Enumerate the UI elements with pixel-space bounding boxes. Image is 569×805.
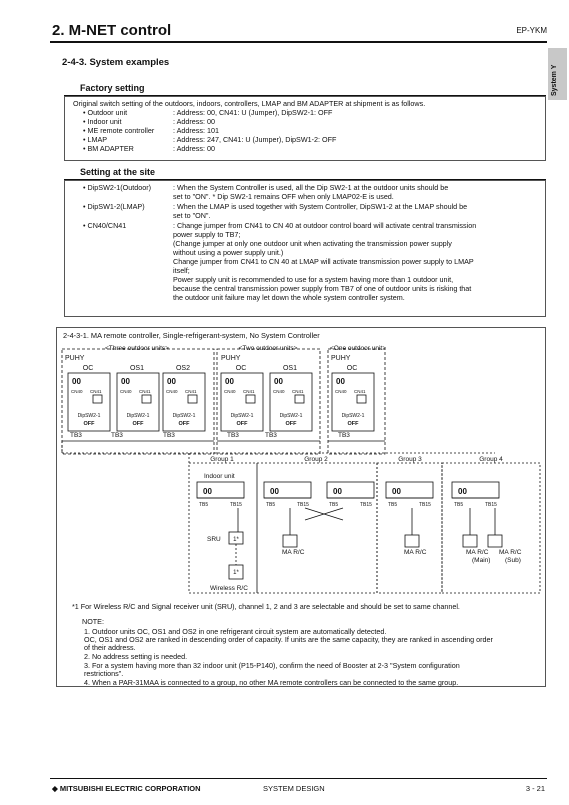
- outdoor-unit-name: OC: [235, 365, 247, 372]
- tb15-label: TB15: [419, 502, 431, 508]
- site-line: (Change jumper at only one outdoor unit when activating the transmission power supply: [173, 239, 452, 248]
- factory-intro: Original switch setting of the outdoors, indoors, controllers, LMAP and BM ADAPTER at shipment is as follows.: [73, 99, 426, 108]
- outdoor-address: 00: [274, 377, 283, 386]
- cn41-label: CN41: [243, 389, 255, 394]
- dipsw-label: DipSW2-1: [341, 413, 365, 419]
- site-line: set to "ON". * Dip SW2-1 remains OFF when only LMAP02-E is used.: [173, 192, 394, 201]
- outdoor-unit-name: OC: [346, 365, 358, 372]
- sru-star: 1*: [233, 537, 239, 543]
- factory-name: • Indoor unit: [83, 117, 122, 126]
- site-line: Change jumper from CN41 to CN 40 at LMAP will activate transmission power supply to LMAP: [173, 257, 474, 266]
- sru-label: SRU: [207, 536, 221, 543]
- dipsw-off: OFF: [285, 421, 297, 427]
- dipsw-off: OFF: [347, 421, 359, 427]
- indoor-address: 00: [458, 487, 467, 496]
- puhy-label: PUHY: [331, 355, 351, 362]
- site-line: without using a power supply unit.): [173, 248, 284, 257]
- marc-main-box: [463, 535, 477, 547]
- factory-value: : Address: 00: [173, 144, 215, 153]
- side-tab-label: System Y: [551, 64, 558, 96]
- tb5-label: TB5: [266, 502, 276, 508]
- footer-rule: [50, 778, 547, 779]
- dipsw-label: DipSW2-1: [230, 413, 254, 419]
- outdoor-unit-name: OS1: [129, 365, 145, 372]
- tb5-label: TB5: [388, 502, 398, 508]
- outdoor-group-label: <Three outdoor units>: [105, 345, 169, 352]
- tb5-label: TB5: [199, 502, 209, 508]
- outdoor-unit-name: OS1: [282, 365, 298, 372]
- site-line: : Change jumper from CN41 to CN 40 at outdoor control board will activate central transmission: [173, 221, 477, 230]
- wireless-label: Wireless R/C: [210, 585, 248, 592]
- site-line: : When the LMAP is used together with System Controller, DipSW1-2 at the LMAP should be: [173, 202, 468, 211]
- factory-name: • Outdoor unit: [83, 108, 128, 117]
- footer-center: SYSTEM DESIGN: [263, 784, 325, 793]
- site-line: itself;: [173, 266, 190, 275]
- tb3-label: TB3: [265, 432, 277, 439]
- outdoor-address: 00: [167, 377, 176, 386]
- jumper-connector: [93, 395, 102, 403]
- indoor-address: 00: [203, 487, 212, 496]
- note-line: of their address.: [84, 643, 136, 652]
- cn40-label: CN40: [71, 389, 83, 394]
- tb5-label: TB5: [329, 502, 339, 508]
- cn40-label: CN40: [335, 389, 347, 394]
- indoor-group-3: [377, 463, 442, 593]
- cn40-label: CN40: [120, 389, 132, 394]
- site-line: set to "ON".: [173, 211, 211, 220]
- marc-sub-label: MA R/C: [499, 549, 522, 556]
- indoor-group-1: [189, 463, 257, 593]
- outdoor-address: 00: [121, 377, 130, 386]
- tb15-label: TB15: [360, 502, 372, 508]
- outdoor-address: 00: [225, 377, 234, 386]
- site-name: • DipSW2-1(Outdoor): [83, 183, 152, 192]
- wireless-star: 1*: [233, 570, 239, 576]
- dipsw-label: DipSW2-1: [172, 413, 196, 419]
- site-name: • CN40/CN41: [83, 221, 127, 230]
- marc-box: [283, 535, 297, 547]
- indoor-address: 00: [392, 487, 401, 496]
- jumper-connector: [357, 395, 366, 403]
- marc-sub-sub: (Sub): [505, 557, 521, 564]
- group-label: Group 2: [304, 456, 328, 463]
- site-line: : When the System Controller is used, all the Dip SW2-1 at the outdoor units should be: [173, 183, 449, 192]
- tb5-label: TB5: [454, 502, 464, 508]
- figure-caption: 2-4-3-1. MA remote controller, Single-refrigerant-system, No System Controller: [63, 331, 320, 340]
- jumper-connector: [246, 395, 255, 403]
- factory-name: • LMAP: [83, 135, 108, 144]
- indoor-address: 00: [333, 487, 342, 496]
- page-number: 3 - 21: [525, 784, 545, 793]
- tb3-label: TB3: [70, 432, 82, 439]
- note-line: OC, OS1 and OS2 are ranked in descending order of capacity. If units are the same capacity, they are ranked in ascending order: [84, 635, 493, 644]
- note-line: 3. For a system having more than 32 indoor unit (P15-P140), confirm the need of Booster at 2-3 "System configuration: [84, 661, 460, 670]
- site-line: because the central transmission power supply from TB7 of one of outdoor units is risking that: [173, 284, 472, 293]
- tb15-label: TB15: [230, 502, 242, 508]
- group-label: Group 3: [398, 456, 422, 463]
- page-title: 2. M-NET control: [52, 22, 172, 39]
- cn40-label: CN40: [224, 389, 236, 394]
- note-line: 2. No address setting is needed.: [84, 652, 188, 661]
- group-label: Group 1: [210, 456, 234, 463]
- puhy-label: PUHY: [65, 355, 85, 362]
- note-line: 1. Outdoor units OC, OS1 and OS2 in one refrigerant circuit system are automatically detected.: [84, 627, 387, 636]
- tb15-label: TB15: [485, 502, 497, 508]
- site-line: the outdoor unit failure may let down the whole system controller system.: [173, 293, 405, 302]
- outdoor-unit-name: OC: [82, 365, 94, 372]
- puhy-label: PUHY: [221, 355, 241, 362]
- outdoor-group-label: <Two outdoor units>: [238, 345, 298, 352]
- note-line: restrictions".: [84, 669, 124, 678]
- company-name: MITSUBISHI ELECTRIC CORPORATION: [59, 784, 201, 793]
- cn40-label: CN40: [273, 389, 285, 394]
- dipsw-label: DipSW2-1: [126, 413, 150, 419]
- dipsw-off: OFF: [132, 421, 144, 427]
- marc-label: MA R/C: [404, 549, 427, 556]
- cn41-label: CN41: [354, 389, 366, 394]
- indoor-group-2: [257, 463, 377, 593]
- factory-value: : Address: 00: [173, 117, 215, 126]
- factory-value: : Address: 247, CN41: U (Jumper), DipSW1-2: OFF: [173, 135, 337, 144]
- cn41-label: CN41: [139, 389, 151, 394]
- tb3-label: TB3: [111, 432, 123, 439]
- tb3-label: TB3: [227, 432, 239, 439]
- marc-label: MA R/C: [282, 549, 305, 556]
- doc-code: EP-YKM: [516, 26, 547, 35]
- indoor-group-4: [442, 463, 540, 593]
- site-heading: Setting at the site: [80, 167, 156, 177]
- dipsw-label: DipSW2-1: [279, 413, 303, 419]
- jumper-connector: [295, 395, 304, 403]
- cn41-label: CN41: [90, 389, 102, 394]
- factory-name: • ME remote controller: [83, 126, 155, 135]
- outdoor-unit-name: OS2: [175, 365, 191, 372]
- tb3-label: TB3: [163, 432, 175, 439]
- marc-box: [405, 535, 419, 547]
- dipsw-off: OFF: [83, 421, 95, 427]
- indoor-address: 00: [270, 487, 279, 496]
- marc-main-sub: (Main): [472, 557, 491, 564]
- dipsw-label: DipSW2-1: [77, 413, 101, 419]
- indoor-unit-label: Indoor unit: [204, 473, 235, 480]
- site-line: power supply to TB7;: [173, 230, 241, 239]
- factory-heading: Factory setting: [80, 83, 145, 93]
- mitsubishi-logo-icon: ◆: [52, 784, 60, 793]
- outdoor-address: 00: [336, 377, 345, 386]
- outdoor-address: 00: [72, 377, 81, 386]
- cn40-label: CN40: [166, 389, 178, 394]
- section-title: 2-4-3. System examples: [62, 57, 170, 68]
- dipsw-off: OFF: [236, 421, 248, 427]
- jumper-connector: [188, 395, 197, 403]
- cn41-label: CN41: [292, 389, 304, 394]
- site-line: Power supply unit is recommended to use for a system having more than 1 outdoor unit,: [173, 275, 454, 284]
- marc-sub-box: [488, 535, 502, 547]
- note-line: 4. When a PAR-31MAA is connected to a group, no other MA remote controllers can be connected to the same group.: [84, 678, 459, 687]
- note-title: NOTE:: [82, 617, 104, 626]
- group-label: Group 4: [479, 456, 503, 463]
- factory-value: : Address: 00, CN41: U (Jumper), DipSW2-1: OFF: [173, 108, 333, 117]
- outdoor-group-label: <One outdoor unit>: [329, 345, 387, 352]
- tb15-label: TB15: [297, 502, 309, 508]
- factory-value: : Address: 101: [173, 126, 219, 135]
- jumper-connector: [142, 395, 151, 403]
- footnote: *1 For Wireless R/C and Signal receiver unit (SRU), channel 1, 2 and 3 are selectable and should be set to same channel.: [72, 602, 460, 611]
- company-logo: [52, 784, 201, 793]
- tb3-label: TB3: [338, 432, 350, 439]
- factory-name: • BM ADAPTER: [83, 144, 134, 153]
- cn41-label: CN41: [185, 389, 197, 394]
- marc-main-label: MA R/C: [466, 549, 489, 556]
- site-name: • DipSW1-2(LMAP): [83, 202, 145, 211]
- dipsw-off: OFF: [178, 421, 190, 427]
